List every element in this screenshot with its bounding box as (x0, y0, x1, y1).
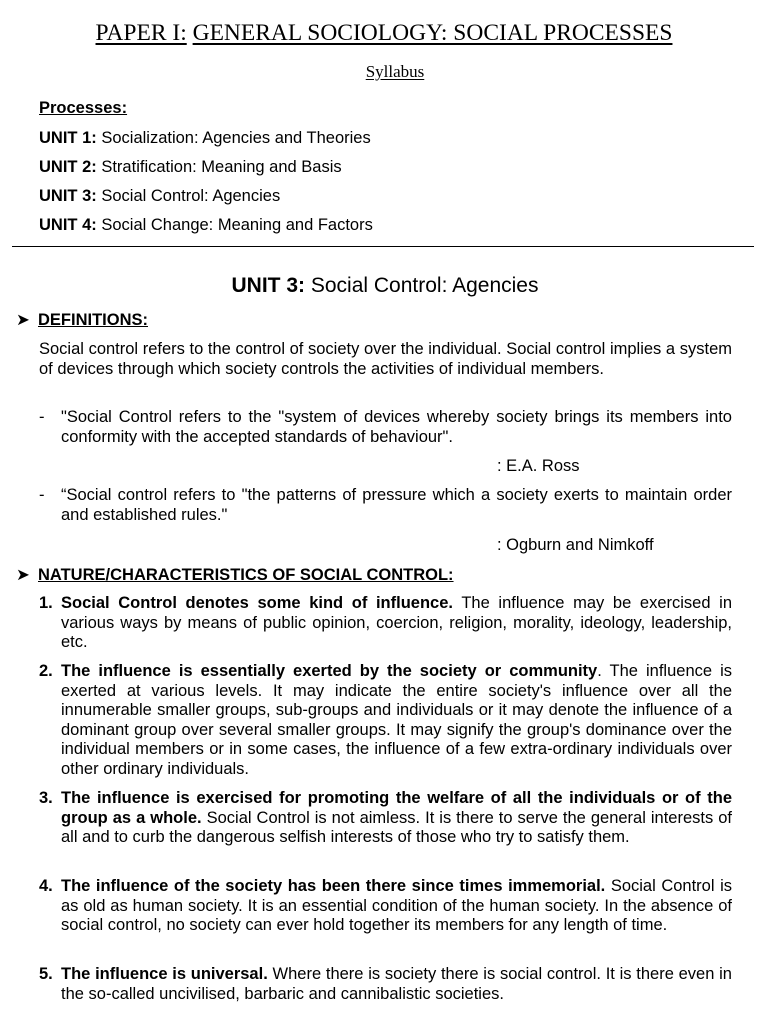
arrow-bullet-icon: ➤ (16, 311, 30, 329)
item-number: 5. (39, 965, 53, 983)
unit-heading: UNIT 3: Social Control: Agencies (231, 274, 539, 297)
syllabus-unit-2: UNIT 2: Stratification: Meaning and Basis (39, 158, 342, 176)
arrow-bullet-icon: ➤ (16, 566, 30, 584)
page-title (0, 18, 768, 48)
quote-author: : E.A. Ross (497, 457, 580, 475)
definitions-heading: ➤ DEFINITIONS: (16, 311, 148, 329)
definition-quote: "Social Control refers to the "system of devices whereby society brings its members into conformity with the accepted standards of behaviour". (61, 408, 732, 446)
paper-label: PAPER I: (95, 20, 187, 46)
syllabus-unit-4: UNIT 4: Social Change: Meaning and Factors (39, 216, 373, 234)
processes-heading: Processes: (39, 99, 128, 117)
list-item: The influence is exercised for promoting the welfare of all the individuals or of the group as a whole. Social Control is not aimless. It is there to serve the general interests of all and to curb the dangerous selfish interests of those who try to satisfy them. (61, 789, 733, 846)
quote-author: : Ogburn and Nimkoff (497, 536, 654, 554)
item-number: 1. (39, 594, 53, 612)
list-item: The influence is essentially exerted by the society or community. The influence is exerted at various levels. It may indicate the entire society's influence over all the innumerable smaller groups, sub-groups and individuals or it may denote the influence of a dominant group over several smaller groups. It may signify the group's dominance over the individual members or in some cases, the influence of a few extra-ordinary individuals over other ordinary individuals. (61, 662, 732, 778)
syllabus-unit-1: UNIT 1: Socialization: Agencies and Theories (39, 129, 371, 147)
dash-bullet: - (39, 408, 45, 426)
definition-quote: “Social control refers to "the patterns of pressure which a society exerts to maintain order and established rules." (61, 486, 732, 524)
list-item: The influence is universal. Where there is society there is social control. It is there even in the so-called uncivilised, barbaric and cannibalistic societies. (61, 965, 732, 1003)
definitions-intro: Social control refers to the control of society over the individual. Social control implies a system of devices through which society controls the activities of individual members. (39, 340, 732, 378)
list-item: The influence of the society has been there since times immemorial. Social Control is as old as human society. It is an essential condition of the human society. In the absence of social control, no society can ever hold together its members for any length of time. (61, 877, 732, 934)
section-divider (12, 246, 754, 247)
dash-bullet: - (39, 486, 45, 504)
item-number: 4. (39, 877, 53, 895)
syllabus-unit-3: UNIT 3: Social Control: Agencies (39, 187, 281, 205)
list-item: Social Control denotes some kind of influence. The influence may be exercised in various ways by means of public opinion, coercion, religion, morality, ideology, leadership, etc. (61, 594, 732, 651)
paper-title: GENERAL SOCIOLOGY: SOCIAL PROCESSES (192, 20, 673, 46)
syllabus-heading: Syllabus (365, 62, 425, 81)
nature-heading: ➤ NATURE/CHARACTERISTICS OF SOCIAL CONTROL: (16, 566, 454, 584)
item-number: 2. (39, 662, 53, 680)
item-number: 3. (39, 789, 53, 807)
